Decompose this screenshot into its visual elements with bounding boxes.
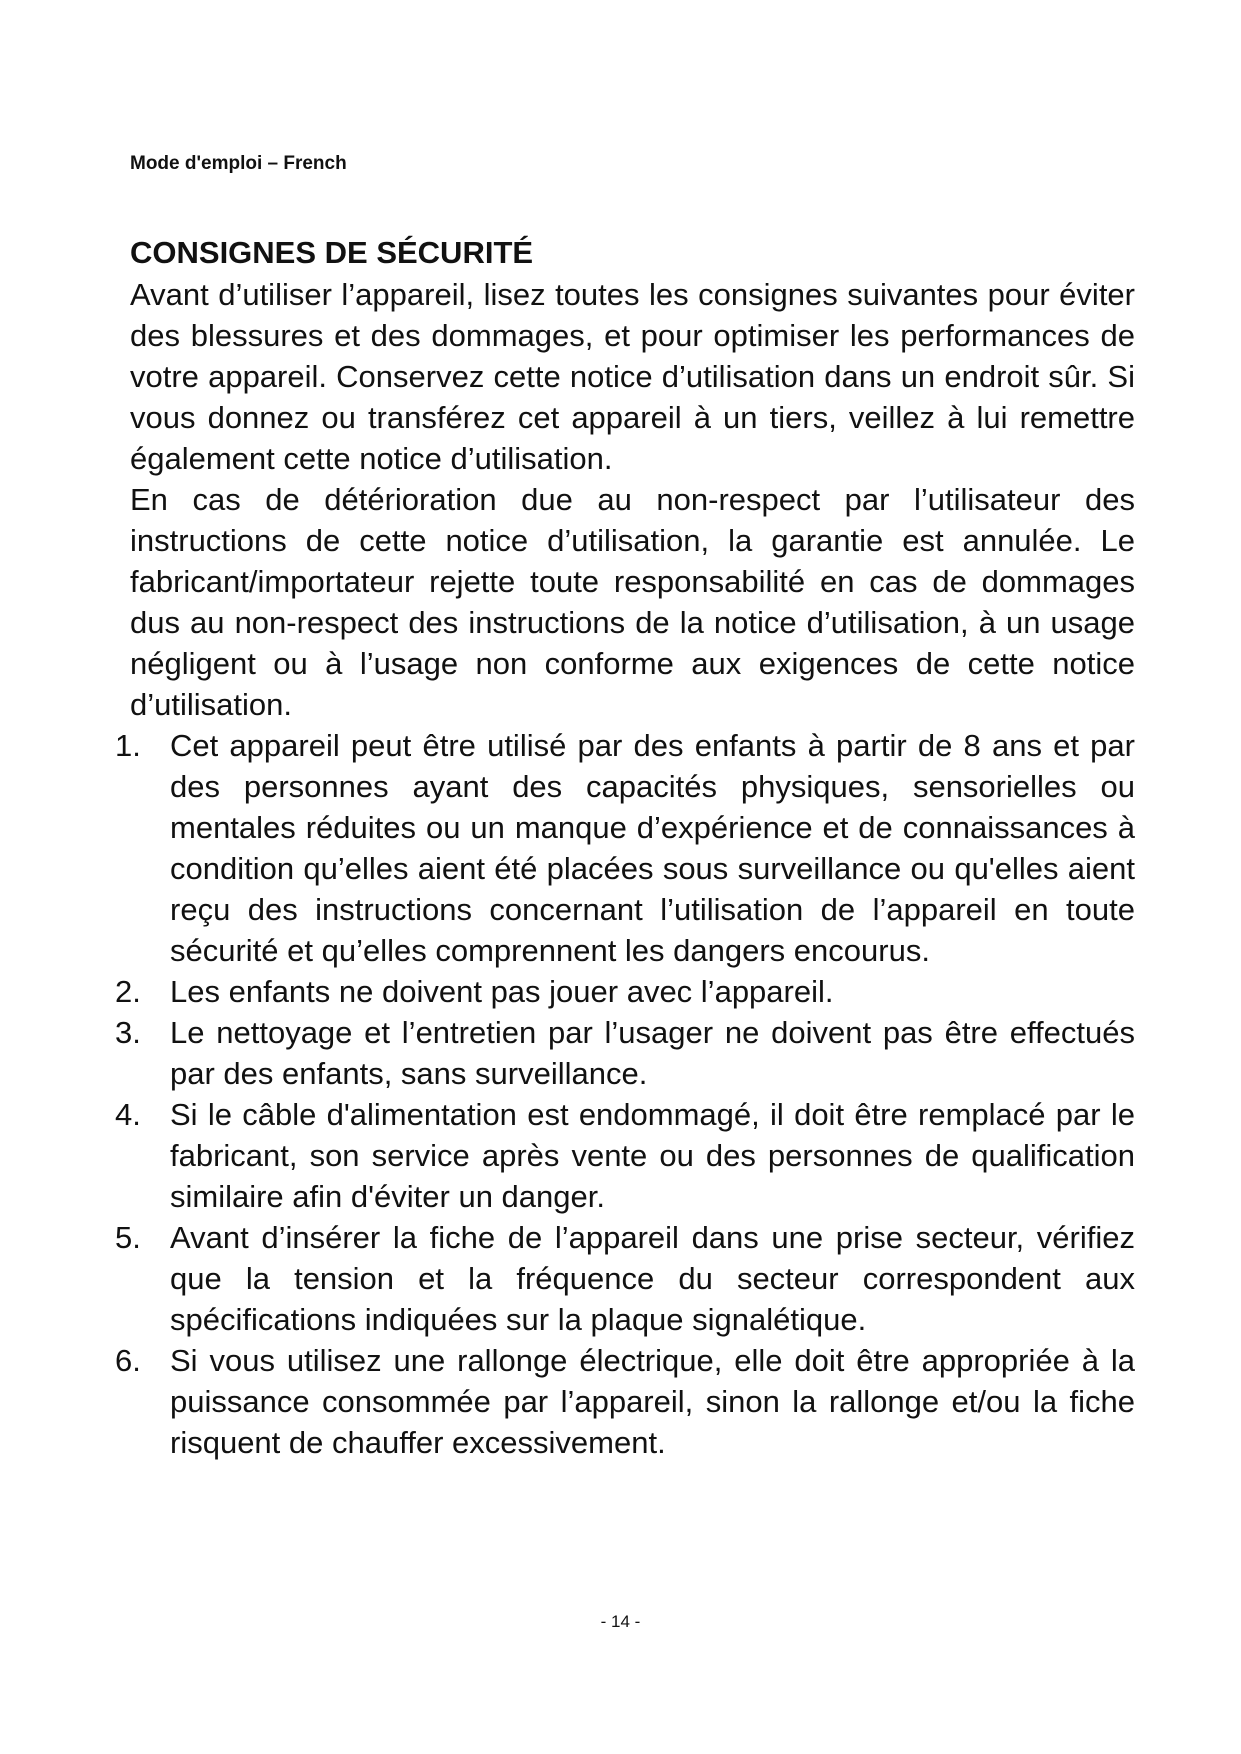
list-item-text: Les enfants ne doivent pas jouer avec l’appareil. [170, 974, 834, 1009]
list-item-text: Cet appareil peut être utilisé par des enfants à partir de 8 ans et par des personnes ayant des capacités physiques, sensorielles ou mentales réduites ou un manque d’expérience et de connaissances à condition qu’elles aient été placées sous surveillance ou qu'elles aient reçu des instructions concernant l’utilisation de l’appareil en toute sécurité et qu’elles comprennent les dangers encourus. [170, 728, 1135, 968]
list-item-text: Le nettoyage et l’entretien par l’usager ne doivent pas être effectués par des enfants, sans surveillance. [170, 1015, 1135, 1091]
list-item-text: Si vous utilisez une rallonge électrique, elle doit être appropriée à la puissance consommée par l’appareil, sinon la rallonge et/ou la fiche risquent de chauffer excessivement. [170, 1343, 1135, 1460]
warranty-paragraph: En cas de détérioration due au non-respect par l’utilisateur des instructions de cette notice d’utilisation, la garantie est annulée. Le fabricant/importateur rejette toute responsabilité en cas de dommages dus au non-respect des instructions de la notice d’utilisation, à un usage négligent ou à l’usage non conforme aux exigences de cette notice d’utilisation. [130, 482, 1135, 722]
list-item [115, 725, 1135, 971]
safety-list [115, 725, 1135, 1463]
list-item [115, 1217, 1135, 1340]
page-number: - 14 - [600, 1612, 641, 1631]
list-item-number: 6. [115, 1343, 141, 1378]
list-item-text: Avant d’insérer la fiche de l’appareil dans une prise secteur, vérifiez que la tension et la fréquence du secteur correspondent aux spécifications indiquées sur la plaque signalétique. [170, 1220, 1135, 1337]
section-title: CONSIGNES DE SÉCURITÉ [130, 235, 534, 270]
list-item [115, 1340, 1135, 1463]
list-item-text: Si le câble d'alimentation est endommagé, il doit être remplacé par le fabricant, son service après vente ou des personnes de qualification similaire afin d'éviter un danger. [170, 1097, 1135, 1214]
list-item [115, 1094, 1135, 1217]
list-item [115, 971, 1135, 1012]
safety-section [115, 232, 1135, 1463]
list-item [115, 1012, 1135, 1094]
list-item-number: 1. [115, 728, 141, 763]
list-item-number: 3. [115, 1015, 141, 1050]
intro-paragraph: Avant d’utiliser l’appareil, lisez toutes les consignes suivantes pour éviter des blessures et des dommages, et pour optimiser les performances de votre appareil. Conservez cette notice d’utilisation dans un endroit sûr. Si vous donnez ou transférez cet appareil à un tiers, veillez à lui remettre également cette notice d’utilisation. [130, 277, 1135, 476]
list-item-number: 4. [115, 1097, 141, 1132]
page-header: Mode d'emploi – French [130, 153, 347, 174]
list-item-number: 5. [115, 1220, 141, 1255]
list-item-number: 2. [115, 974, 141, 1009]
